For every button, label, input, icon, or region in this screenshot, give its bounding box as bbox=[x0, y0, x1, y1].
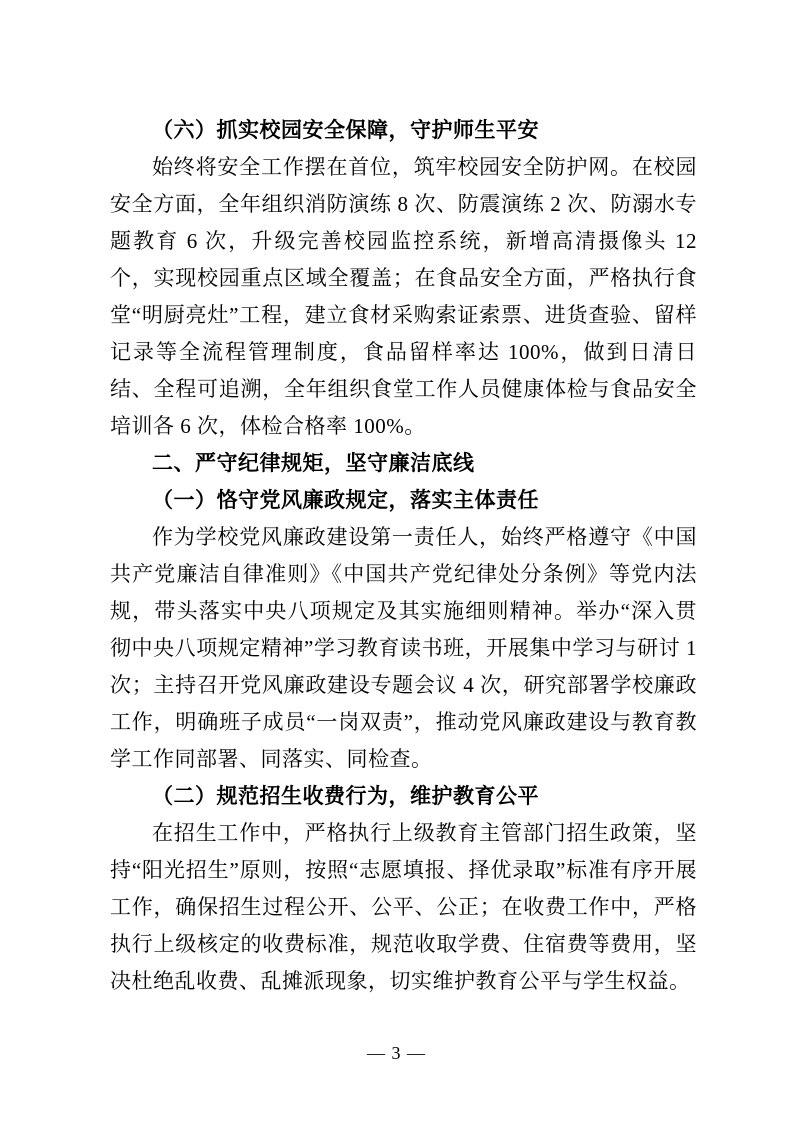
heading-part-two: 二、严守纪律规矩，坚守廉洁底线 bbox=[152, 452, 475, 475]
heading-section-one: （一）恪守党风廉政规定，落实主体责任 bbox=[152, 489, 539, 512]
heading-section-two: （二）规范招生收费行为，维护教育公平 bbox=[152, 785, 539, 808]
heading-section-six: （六）抓实校园安全保障，守护师生平安 bbox=[152, 119, 539, 142]
paragraph-campus-safety: 始终将安全工作摆在首位，筑牢校园安全防护网。在校园安全方面，全年组织消防演练 8 次、防震演练 2 次、防溺水专题教育 6 次，升级完善校园监控系统，新增高清摄像头 12 个，实现校园重点区域全覆盖；在食品安全方面，严格执行食堂“明厨亮灶”工程，建立食材采购索证索票、进货查验、留样记录等全流程管理制度，食品留样率达 100%，做到日清日结、全程可追溯，全年组织食堂工作人员健康体检与食品安全培训各 6 次，体检合格率 100%。 bbox=[110, 155, 697, 438]
paragraph-enrollment-fees: 在招生工作中，严格执行上级教育主管部门招生政策，坚持“阳光招生”原则，按照“志愿填报、择优录取”标准有序开展工作，确保招生过程公开、公平、公正；在收费工作中，严格执行上级核定的收费标准，规范收取学费、住宿费等费用，坚决杜绝乱收费、乱摊派现象，切实维护教育公平与学生权益。 bbox=[110, 821, 697, 993]
paragraph-party-discipline: 作为学校党风廉政建设第一责任人，始终严格遵守《中国共产党廉洁自律准则》《中国共产党纪律处分条例》等党内法规，带头落实中央八项规定及其实施细则精神。举办“深入贯彻中央八项规定精神”学习教育读书班，开展集中学习与研讨 1 次；主持召开党风廉政建设专题会议 4 次，研究部署学校廉政工作，明确班子成员“一岗双责”，推动党风廉政建设与教育教学工作同部署、同落实、同检查。 bbox=[110, 525, 697, 771]
page-number: — 3 — bbox=[367, 1043, 426, 1063]
